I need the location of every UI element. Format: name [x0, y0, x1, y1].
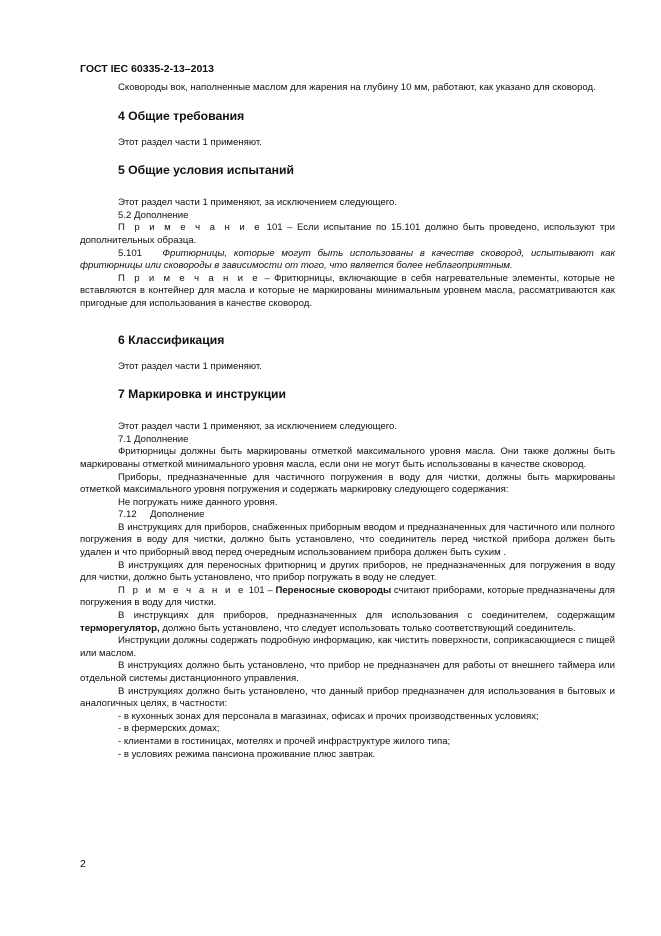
- note-label: П р и м е ч а н и е: [118, 584, 246, 596]
- section-7-title: 7 Маркировка и инструкции: [118, 387, 287, 402]
- section-6-text: Этот раздел части 1 применяют.: [118, 360, 262, 372]
- clause-text: Фритюрницы, которые могут быть использованы в качестве сковород, испытывают как фритюрницы или сковороды в зависимости от того, что является более неблагоприятным.: [80, 247, 615, 272]
- bold-term: терморегулятор,: [80, 622, 160, 634]
- clause-7-12: 7.12 Дополнение: [118, 509, 205, 521]
- paragraph-7-12-a: В инструкциях для приборов, снабженных приборным вводом и предназначенных для частичного или полного погружения в воду для чистки, должно быть установлено, что соединитель перед чисткой прибора должен быть удален и что приборный ввод перед очередным использованием прибора должен быть сухим .: [80, 521, 615, 559]
- clause-7-1: 7.1 Дополнение: [118, 433, 189, 445]
- warning-text: Не погружать ниже данного уровня.: [118, 496, 278, 508]
- note-5: [80, 273, 615, 311]
- clause-5-101: [80, 248, 615, 273]
- note-label: П р и м е ч а н и е: [118, 222, 263, 234]
- text-part: должно быть установлено, что следует использовать только соответствующий соединитель.: [159, 622, 576, 634]
- note-label: П р и м е ч а н и е: [118, 272, 261, 284]
- list-item: - в условиях режима пансиона проживание плюс завтрак.: [118, 748, 376, 760]
- list-item: - в фермерских домах;: [118, 723, 220, 735]
- section-4-text: Этот раздел части 1 применяют.: [118, 136, 262, 148]
- text-part: В инструкциях для приборов, предназначенных для использования с соединителем, содержащим: [118, 610, 615, 622]
- list-item: - в кухонных зонах для персонала в магазинах, офисах и прочих производственных условиях;: [118, 710, 539, 722]
- note-text: 101 – Если испытание по 15.101 должно быть проведено, используют три дополнительных образца.: [80, 222, 615, 246]
- paragraph-7-12-b: В инструкциях для переносных фритюрниц и других приборов, не предназначенных для погружения в воду для чистки, должно быть установлено, что прибор погружать в воду не следует.: [80, 559, 615, 584]
- paragraph-7-12-d: Инструкции должны содержать подробную информацию, как чистить поверхности, соприкасающиеся с пищей или маслом.: [80, 635, 615, 659]
- section-4-title: 4 Общие требования: [118, 108, 245, 123]
- section-6-title: 6 Классификация: [118, 332, 225, 347]
- note-number: 101 –: [245, 584, 276, 596]
- page-content: [80, 82, 615, 761]
- note-bold-term: Переносные сковороды: [275, 584, 392, 596]
- intro-paragraph: Сковороды вок, наполненные маслом для жарения на глубину 10 мм, работают, как указано для сковород.: [118, 82, 596, 93]
- list-item: - клиентами в гостиницах, мотелях и прочей инфраструктуре жилого типа;: [118, 735, 451, 747]
- paragraph-7-12-f: В инструкциях должно быть установлено, что данный прибор предназначен для использования в бытовых и аналогичных целях, в частности:: [80, 685, 615, 710]
- section-5-intro: Этот раздел части 1 применяют, за исключением следующего.: [118, 197, 398, 209]
- clause-number: 5.101: [118, 247, 143, 259]
- note-text: – Фритюрницы, включающие в себя нагревательные элементы, которые не вставляются в контейнер для масла и которые не маркированы минимальным уровнем масла, рассматриваются как пригодные для использования в качестве сковород.: [80, 272, 615, 309]
- clause-5-2: 5.2 Дополнение: [118, 209, 189, 221]
- paragraph-7-1-a: Фритюрницы должны быть маркированы отметкой максимального уровня масла. Они также должны быть маркированы отметкой минимального уровня масла, если они не могут быть использованы в качестве сковород.: [80, 446, 615, 470]
- section-7-intro: Этот раздел части 1 применяют, за исключением следующего.: [118, 421, 398, 433]
- note-text: считают приборами, которые предназначены для погружения в воду для чистки.: [80, 584, 616, 609]
- document-header: ГОСТ IEC 60335-2-13–2013: [80, 63, 214, 75]
- note-7-101: [80, 585, 615, 610]
- paragraph-7-1-b: Приборы, предназначенные для частичного погружения в воду для чистки, должны быть маркированы отметкой максимального уровня погружения и содержать маркировку следующего содержания:: [80, 471, 615, 496]
- section-5-title: 5 Общие условия испытаний: [118, 163, 295, 178]
- page-number: 2: [80, 858, 86, 870]
- paragraph-7-12-e: В инструкциях должно быть установлено, что прибор не предназначен для работы от внешнего таймера или отдельной системы дистанционного управления.: [80, 660, 615, 684]
- note-101: [80, 222, 615, 247]
- paragraph-7-12-c: [80, 610, 615, 635]
